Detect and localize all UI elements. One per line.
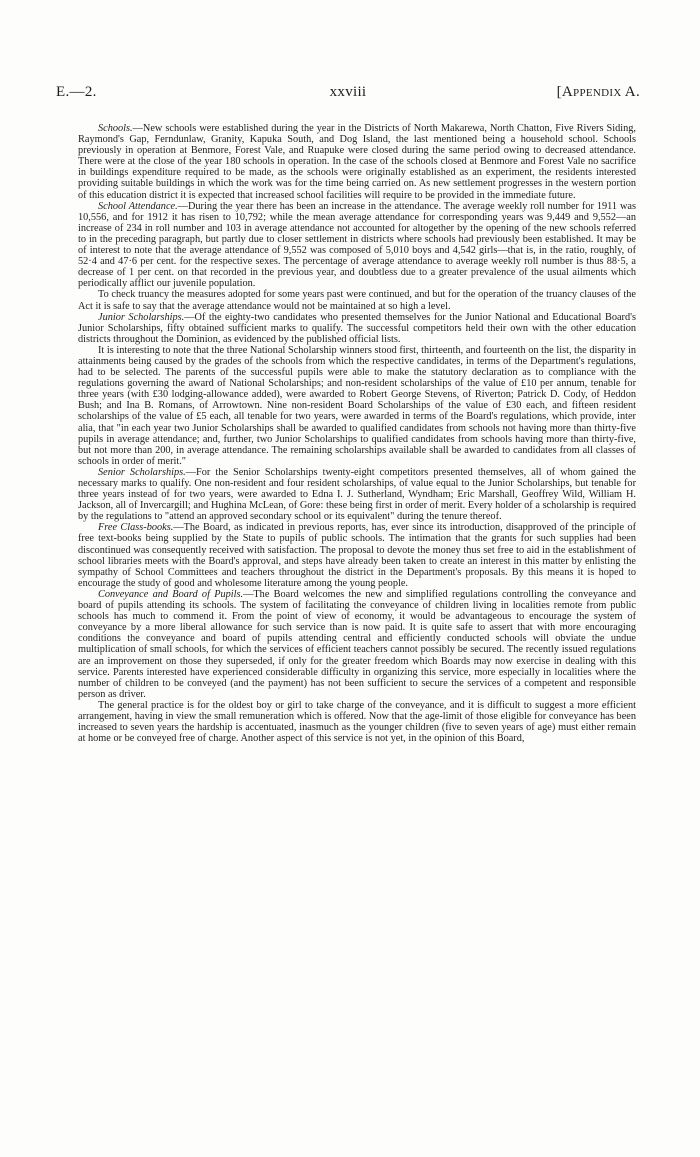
- paragraph-truancy: [78, 289, 636, 311]
- paragraph-national-scholarships: [78, 345, 636, 467]
- paragraph-text: —The Board, as indicated in previous reports, has, ever since its introduction, disapproved of the principle of free text-books being supplied by the State to pupils of public schools. The intimation that the grants for such supplies had been discontinued was consequently received with satisfaction. The proposal to devote the money thus set free to aid in the establishment of school libraries meets with the Board's approval, and steps have already been taken to create an interest in this matter by enlisting the sympathy of School Committees and teachers throughout the district in the Department's proposals. By this means it is hoped to encourage the study of good and wholesome literature among the young people.: [78, 522, 637, 589]
- paragraph-general-practice: [78, 700, 636, 744]
- paragraph-text: It is interesting to note that the three National Scholarship winners stood first, thirteenth, and fourteenth on the list, the disparity in attainments being caused by the grades of the schools from which the respective candidates, in terms of the Department's regulations, had to be selected. The parents of the successful pupils were able to make the statutory declaration as to compliance with the regulations governing the award of National Scholarships; and non-resident scholarships of the value of £10 per annum, tenable for three years (with £30 lodging-allowance added), were awarded to Robert George Stevens, of Riverton; Patrick D. Cody, of Heddon Bush; and Ina B. Romans, of Arrowtown. Nine non-resident Board Scholarships of the value of £30 each, and fifteen resident scholarships of the value of £5 each, all tenable for two years, were awarded in terms of the Board's regulations, which provide, inter alia, that "in each year two Junior Scholarships shall be awarded to qualified candidates from schools not having more than thirty-five pupils in average attendance; and, further, two Junior Scholarships to qualified candidates from schools having more than thirty-five, but not more than 200, in average attendance. The remaining scholarships available shall be awarded to candidates from all classes of schools in order of merit.": [78, 344, 636, 467]
- document-body: [78, 123, 636, 744]
- paragraph-text: —During the year there has been an increase in the attendance. The average weekly roll number for 1911 was 10,556, and for 1912 it has risen to 10,792; while the mean average attendance for corresponding years was 9,449 and 9,552—an increase of 234 in roll number and 103 in average attendance not accounted for altogether by the opening of the new schools referred to in the preceding paragraph, but partly due to closer settlement in districts where schools had previously been established. It may be of interest to note that the average attendance of 9,552 was composed of 5,010 boys and 4,542 girls—that is, in the ratio, roughly, of 52·4 and 47·6 per cent. for the respective sexes. The percentage of average attendance to average weekly roll number is thus 88·5, a decrease of 1 per cent. on that recorded in the previous year, and doubtless due to a greater prevalence of the usual ailments which periodically afflict our juvenile population.: [78, 200, 636, 290]
- paragraph-text: —For the Senior Scholarships twenty-eight competitors presented themselves, all of whom gained the necessary marks to qualify. One non-resident and four resident scholarships, of value equal to the Junior Scholarships, but tenable for three years instead of for two years, were awarded to Edna I. J. Sutherland, Wyndham; Eric Marshall, Geoffrey Wild, William H. Jackson, all of Invercargill; and Hughina McLean, of Gore: these being first in order of merit. Every holder of a scholarship is required by the regulations to "attend an approved secondary school or its equivalent" during the tenure thereof.: [78, 466, 636, 523]
- paragraph-heading: Schools.: [98, 123, 133, 134]
- paragraph-schools: [78, 123, 636, 201]
- paragraph-text: —Of the eighty-two candidates who presented themselves for the Junior National and Educational Board's Junior Scholarships, fifty obtained sufficient marks to qualify. The successful competitors held their own with the other education districts throughout the Dominion, as evidenced by the published official lists.: [78, 311, 636, 345]
- paragraph-heading: School Attendance.: [98, 200, 178, 212]
- paragraph-text: The general practice is for the oldest boy or girl to take charge of the conveyance, and it is difficult to suggest a more efficient arrangement, having in view the small remuneration which is offered. Now that the age-limit of those eligible for conveyance has been increased to seven years the hardship is accentuated, inasmuch as the younger children (five to seven years of age) must either remain at home or be conveyed free of charge. Another aspect of this service is not yet, in the opinion of this Board,: [78, 699, 636, 745]
- paragraph-text: —New schools were established during the year in the Districts of North Makarewa, North Chatton, Five Rivers Siding, Raymond's Gap, Ferndunlaw, Granity, Kapuka South, and Dog Island, the last mentioned being a household school. Schools previously in operation at Benmore, Forest Vale, and Ruapuke were closed during the same period owing to decreased attendance. There were at the close of the year 180 schools in operation. In the case of the schools closed at Benmore and Forest Vale no sacrifice in buildings expenditure required to be made, as the schools were originally established as an experiment, the residents interested providing suitable buildings in which the work was for the time being carried on. As new settlement progresses in the western portion of this education district it is expected that increased school facilities will require to be provided in the immediate future.: [78, 123, 636, 201]
- paragraph-heading: Senior Scholarships.: [98, 466, 186, 478]
- report-reference: E.—2.: [56, 84, 97, 100]
- paragraph-conveyance: [78, 589, 636, 700]
- paragraph-heading: Junior Scholarships.: [98, 311, 185, 323]
- paragraph-junior-scholarships: [78, 312, 636, 345]
- paragraph-school-attendance: [78, 201, 636, 290]
- paragraph-heading: Conveyance and Board of Pupils.: [98, 588, 244, 600]
- paragraph-text: To check truancy the measures adopted for some years past were continued, and but for the operation of the truancy clauses of the Act it is safe to say that the average attendance would not be maintained at so high a level.: [78, 289, 636, 312]
- paragraph-free-class-books: [78, 522, 636, 589]
- appendix-label: [Appendix A.: [556, 84, 640, 100]
- paragraph-heading: Free Class-books.: [98, 522, 174, 534]
- page-header: [56, 84, 640, 104]
- page-number: xxviii: [329, 84, 367, 100]
- paragraph-senior-scholarships: [78, 467, 636, 522]
- paragraph-text: —The Board welcomes the new and simplified regulations controlling the conveyance and board of pupils attending its schools. The system of facilitating the conveyance of children living in localities remote from public schools has much to commend it. From the point of view of economy, it would be advantageous to encourage the system of conveyance by a more liberal allowance for such service than is now paid. It is quite safe to assert that with more encouraging conditions the conveyance and board of pupils attending central and efficiently conducted schools will obviate the undue multiplication of small schools, for which the services of efficient teachers cannot possibly be secured. The recently issued regulations are an improvement on those they superseded, if only for the greater freedom which Boards may now exercise in dealing with this service. Parents interested have experienced considerable difficulty in organizing this service, more especially in localities where the number of children to be conveyed (and the payment) has not been sufficient to secure the services of a competent and responsible person as driver.: [78, 588, 636, 700]
